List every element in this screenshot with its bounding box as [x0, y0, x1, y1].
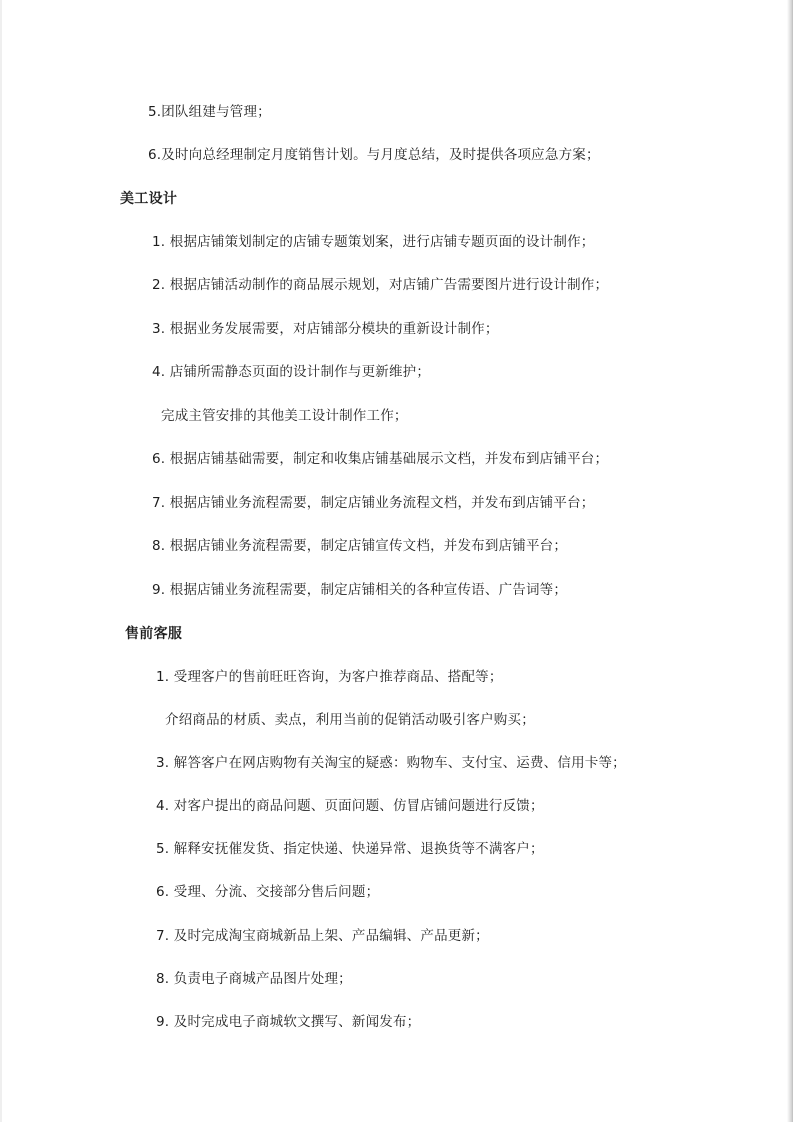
list-item: 6. 受理、分流、交接部分售后问题； — [156, 884, 380, 900]
list-item: 1. 根据店铺策划制定的店铺专题策划案，进行店铺专题页面的设计制作； — [152, 234, 595, 250]
list-item: 2. 根据店铺活动制作的商品展示规划，对店铺广告需要图片进行设计制作； — [152, 277, 609, 293]
list-item: 介绍商品的材质、卖点，利用当前的促销活动吸引客户购买； — [165, 712, 535, 728]
list-item: 9. 根据店铺业务流程需要，制定店铺相关的各种宣传语、广告词等； — [152, 582, 568, 598]
list-item: 9. 及时完成电子商城软文撰写、新闻发布； — [156, 1014, 421, 1030]
section-heading: 美工设计 — [120, 191, 178, 207]
list-item: 6.及时向总经理制定月度销售计划。与月度总结，及时提供各项应急方案； — [148, 147, 600, 163]
section-heading: 售前客服 — [125, 626, 183, 642]
list-item: 7. 根据店铺业务流程需要，制定店铺业务流程文档，并发布到店铺平台； — [152, 495, 595, 511]
list-item: 3. 解答客户在网店购物有关淘宝的疑惑：购物车、支付宝、运费、信用卡等； — [156, 755, 626, 771]
list-item: 8. 负责电子商城产品图片处理； — [156, 971, 352, 987]
list-item: 1. 受理客户的售前旺旺咨询，为客户推荐商品、搭配等； — [156, 669, 503, 685]
list-item: 完成主管安排的其他美工设计制作工作； — [161, 408, 408, 424]
list-item: 7. 及时完成淘宝商城新品上架、产品编辑、产品更新； — [156, 928, 489, 944]
list-item: 4. 店铺所需静态页面的设计制作与更新维护； — [152, 364, 431, 380]
list-item: 4. 对客户提出的商品问题、页面问题、仿冒店铺问题进行反馈； — [156, 798, 544, 814]
list-item: 3. 根据业务发展需要，对店铺部分模块的重新设计制作； — [152, 321, 499, 337]
scan-right-edge — [787, 0, 793, 1122]
list-item: 5.团队组建与管理； — [148, 104, 271, 120]
scan-left-edge — [0, 0, 2, 1122]
list-item: 5. 解释安抚催发货、指定快递、快递异常、退换货等不满客户； — [156, 841, 544, 857]
list-item: 6. 根据店铺基础需要，制定和收集店铺基础展示文档，并发布到店铺平台； — [152, 451, 609, 467]
list-item: 8. 根据店铺业务流程需要，制定店铺宣传文档，并发布到店铺平台； — [152, 538, 568, 554]
